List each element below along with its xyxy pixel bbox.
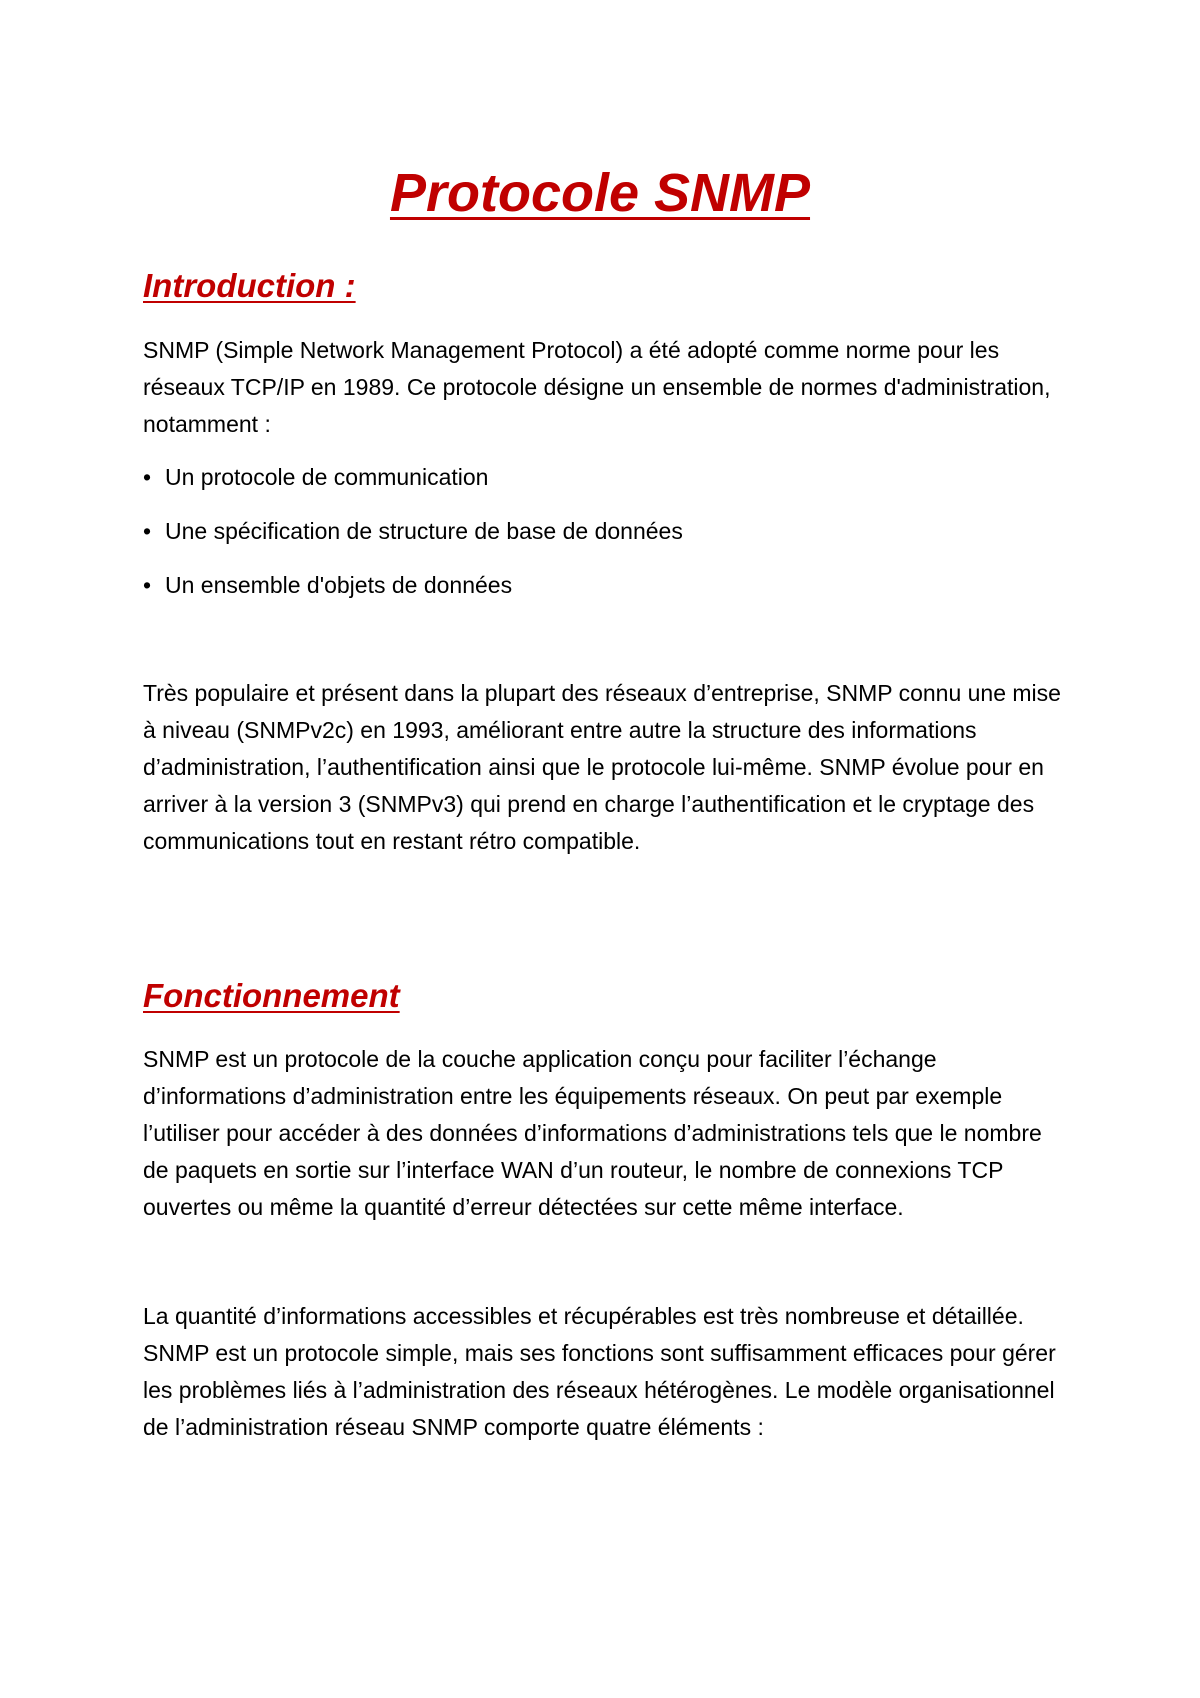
section-heading-introduction: Introduction : — [143, 267, 356, 304]
intro-bullet-3 — [143, 567, 512, 604]
intro-bullet-2 — [143, 513, 683, 550]
bullet-icon: • — [143, 572, 152, 598]
fonctionnement-paragraph-1: SNMP est un protocole de la couche application conçu pour faciliter l’échange d’informations d’administration entre les équipements réseaux. On peut par exemple l’utiliser pour accéder à des données d’informations d’administrations tels que le nombre de paquets en sortie sur l’interface WAN d’un routeur, le nombre de connexions TCP ouvertes ou même la quantité d’erreur détectées sur cette même interface. — [143, 1046, 1042, 1220]
intro-bullet-3-text: Un ensemble d'objets de données — [165, 572, 513, 598]
intro-bullet-1-text: Un protocole de communication — [165, 464, 489, 490]
section-heading-fonctionnement: Fonctionnement — [143, 977, 400, 1014]
bullet-icon: • — [143, 518, 152, 544]
intro-paragraph-1: SNMP (Simple Network Management Protocol) a été adopté comme norme pour les réseaux TCP/IP en 1989. Ce protocole désigne un ensemble de normes d'administration, notamment : — [143, 337, 1051, 437]
bullet-icon: • — [143, 464, 152, 490]
intro-bullet-1 — [143, 459, 488, 496]
intro-bullet-2-text: Une spécification de structure de base de données — [165, 518, 683, 544]
intro-paragraph-2: Très populaire et présent dans la plupart des réseaux d’entreprise, SNMP connu une mise à niveau (SNMPv2c) en 1993, améliorant entre autre la structure des informations d’administration, l’authentification ainsi que le protocole lui-même. SNMP évolue pour en arriver à la version 3 (SNMPv3) qui prend en charge l’authentification et le cryptage des communications tout en restant rétro compatible. — [143, 680, 1061, 854]
fonctionnement-paragraph-2: La quantité d’informations accessibles et récupérables est très nombreuse et détaillée. SNMP est un protocole simple, mais ses fonctions sont suffisamment efficaces pour gérer les problèmes liés à l’administration des réseaux hétérogènes. Le modèle organisationnel de l’administration réseau SNMP comporte quatre éléments : — [143, 1303, 1056, 1440]
document-title: Protocole SNMP — [389, 163, 811, 223]
